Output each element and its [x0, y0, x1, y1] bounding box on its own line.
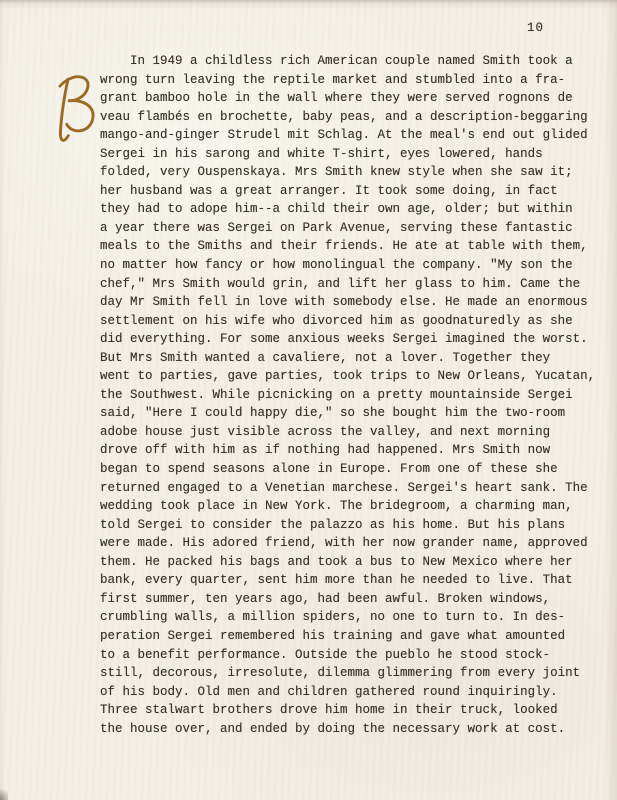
paper-right-edge-shadow	[605, 0, 617, 800]
text-line: the Southwest. While picnicking on a pretty mountainside Sergei	[100, 387, 573, 402]
typewritten-text	[100, 52, 595, 738]
paper-left-edge-shadow	[0, 0, 5, 800]
text-line: folded, very Ouspenskaya. Mrs Smith knew style when she saw it;	[100, 165, 573, 180]
text-line: were made. His adored friend, with her now grander name, approved	[100, 536, 588, 551]
text-line: no matter how fancy or how monolingual the company. "My son the	[100, 258, 573, 273]
text-line: told Sergei to consider the palazzo as his home. But his plans	[100, 517, 566, 532]
text-line: still, decorous, irresolute, dilemma glimmering from every joint	[100, 666, 581, 681]
text-line: settlement on his wife who divorced him as goodnaturedly as she	[100, 313, 573, 328]
text-line: them. He packed his bags and took a bus to New Mexico where her	[100, 554, 573, 569]
text-line: wrong turn leaving the reptile market and stumbled into a fra-	[100, 72, 566, 87]
text-line: mango-and-ginger Strudel mit Schlag. At the meal's end out glided	[100, 128, 588, 143]
text-line: said, "Here I could happy die," so she bought him the two-room	[100, 406, 566, 421]
text-line: veau flambés en brochette, baby peas, and a description-beggaring	[100, 109, 588, 124]
text-line: the house over, and ended by doing the necessary work at cost.	[100, 721, 566, 736]
text-line: peration Sergei remembered his training and gave what amounted	[100, 628, 566, 643]
text-line: began to spend seasons alone in Europe. From one of these she	[100, 462, 558, 477]
text-line: Sergei in his sarong and white T-shirt, eyes lowered, hands	[100, 146, 543, 161]
paper-top-edge-shadow	[0, 0, 617, 9]
text-line: Three stalwart brothers drove him home in their truck, looked	[100, 703, 558, 718]
text-line: went to parties, gave parties, took trips to New Orleans, Yucatan,	[100, 369, 596, 384]
text-line: of his body. Old men and children gathered round inquiringly.	[100, 684, 558, 699]
text-line: did everything. For some anxious weeks Sergei imagined the worst.	[100, 332, 588, 347]
text-line: wedding took place in New York. The bridegroom, a charming man,	[100, 499, 573, 514]
page-number: 10	[527, 21, 545, 35]
text-line: grant bamboo hole in the wall where they were served rognons de	[100, 91, 573, 106]
text-line: bank, every quarter, sent him more than he needed to live. That	[100, 573, 573, 588]
paper-corner-shadow	[0, 786, 8, 800]
text-line: In 1949 a childless rich American couple named Smith took a	[100, 54, 573, 68]
text-line: to a benefit performance. Outside the pueblo he stood stock-	[100, 647, 551, 662]
text-line: adobe house just visible across the valley, and next morning	[100, 424, 551, 439]
text-line: day Mr Smith fell in love with somebody else. He made an enormous	[100, 295, 588, 310]
text-line: chef," Mrs Smith would grin, and lift her glass to him. Came the	[100, 276, 581, 291]
text-line: But Mrs Smith wanted a cavaliere, not a lover. Together they	[100, 350, 551, 365]
text-line: meals to the Smiths and their friends. He ate at table with them,	[100, 239, 588, 254]
text-line: they had to adope him--a child their own age, older; but within	[100, 202, 573, 217]
text-line: drove off with him as if nothing had happened. Mrs Smith now	[100, 443, 551, 458]
text-line: her husband was a great arranger. It took some doing, in fact	[100, 183, 558, 198]
text-line: crumbling walls, a million spiders, no one to turn to. In des-	[100, 610, 566, 625]
text-line: a year there was Sergei on Park Avenue, serving these fantastic	[100, 220, 573, 235]
text-line: first summer, ten years ago, had been awful. Broken windows,	[100, 591, 551, 606]
text-line: returned engaged to a Venetian marchese. Sergei's heart sank. The	[100, 480, 588, 495]
